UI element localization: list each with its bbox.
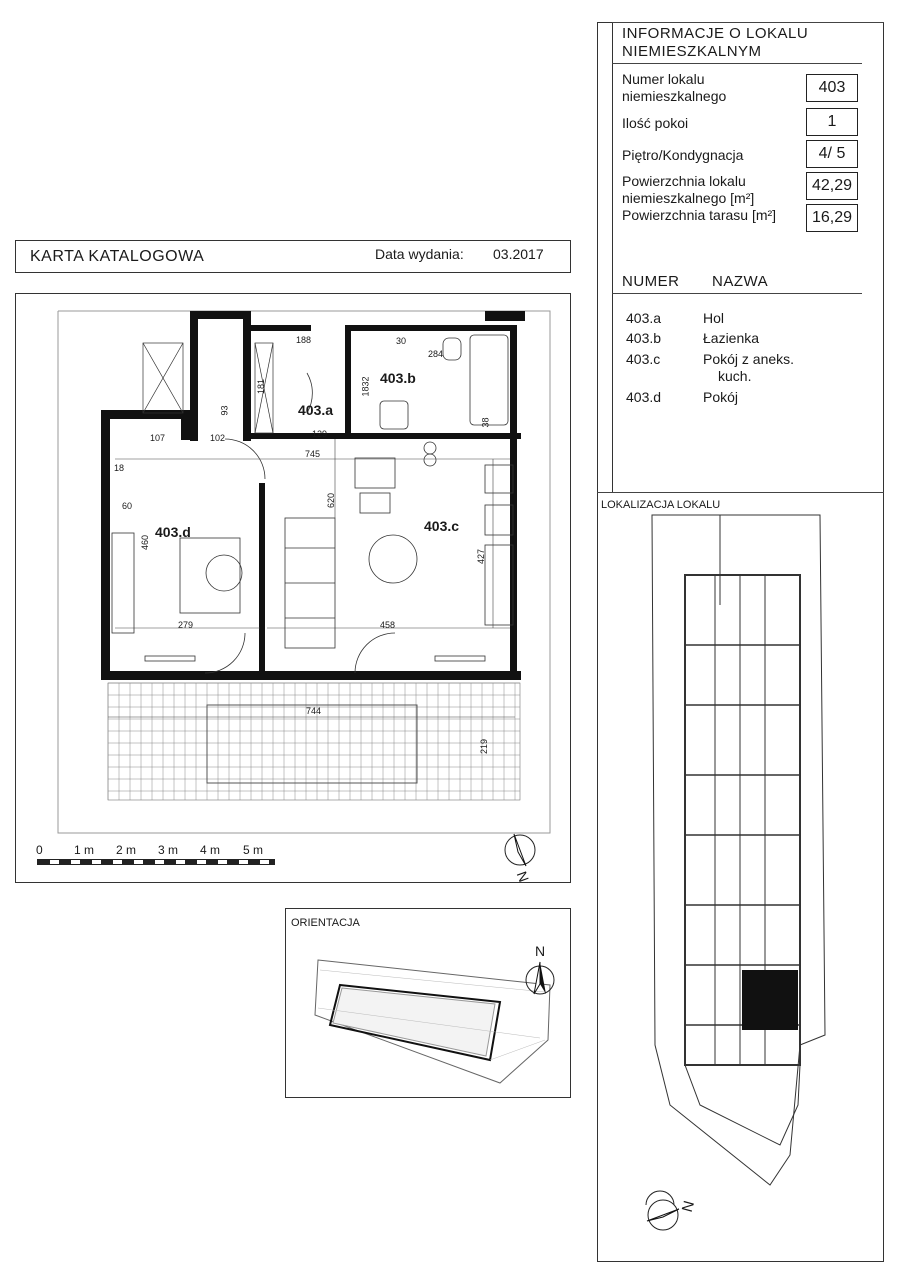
issue-date-value: 03.2017	[493, 246, 544, 262]
info-row-label: Powierzchnia lokalu	[622, 173, 746, 189]
dim-745: 745	[305, 449, 321, 459]
location-title: LOKALIZACJA LOKALU	[601, 499, 721, 511]
room-number: 403.d	[626, 389, 662, 405]
room-label-d: 403.d	[155, 524, 191, 540]
info-row-label: Ilość pokoi	[622, 115, 689, 131]
location-north-label: N	[678, 1199, 699, 1214]
rooms-table-divider	[612, 293, 862, 294]
card-title: KARTA KATALOGOWA	[30, 248, 205, 265]
col-number-header: NUMER	[622, 273, 680, 290]
scale-tick: 5 m	[243, 843, 264, 857]
area-value: 42,29	[806, 172, 858, 200]
floor-value: 4/ 5	[806, 140, 858, 168]
dim-18: 18	[114, 463, 125, 473]
info-row-label: niemieszkalnego [m²]	[622, 190, 755, 206]
dim-30: 30	[396, 336, 407, 346]
location-north-icon	[645, 1195, 705, 1235]
orientation-title: ORIENTACJA	[291, 917, 360, 929]
local-number-value: 403	[806, 74, 858, 102]
rooms-count-value: 1	[806, 108, 858, 136]
dim-460: 460	[140, 534, 151, 551]
scale-bar	[37, 859, 275, 865]
dim-744: 744	[306, 706, 322, 716]
room-number: 403.c	[626, 351, 661, 367]
scale-tick: 4 m	[200, 843, 221, 857]
orientation-north-label: N	[535, 943, 546, 959]
orientation-north-icon	[522, 958, 558, 998]
dim-181: 181	[256, 378, 267, 395]
dim-458: 458	[380, 620, 396, 630]
room-number: 403.b	[626, 330, 662, 346]
scale-tick: 3 m	[158, 843, 179, 857]
dim-188: 188	[296, 335, 312, 345]
info-title-divider	[612, 63, 862, 64]
scale-tick: 1 m	[74, 843, 95, 857]
room-label-a: 403.a	[298, 402, 334, 418]
room-label-c: 403.c	[424, 518, 460, 534]
dim-219: 219	[479, 738, 490, 755]
room-name: kuch.	[718, 368, 752, 384]
dim-102: 102	[210, 433, 226, 443]
dim-279: 279	[178, 620, 194, 630]
location-plan	[630, 505, 840, 1205]
room-name: Łazienka	[703, 330, 760, 346]
room-number: 403.a	[626, 310, 662, 326]
info-panel-inner-line	[612, 22, 613, 492]
dim-60: 60	[122, 501, 133, 511]
info-row-label: Numer lokalu	[622, 71, 705, 87]
room-name: Pokój z aneks.	[703, 351, 795, 367]
dim-427: 427	[476, 548, 487, 565]
dim-1832: 1832	[360, 376, 371, 397]
room-name: Pokój	[703, 389, 739, 405]
dim-107: 107	[150, 433, 166, 443]
dim-620: 620	[326, 492, 337, 509]
room-name: Hol	[703, 310, 725, 326]
dim-284: 284	[428, 349, 444, 359]
info-title-line2: NIEMIESZKALNYM	[622, 43, 762, 60]
info-row-label: Piętro/Kondygnacja	[622, 147, 744, 163]
scale-tick: 0	[36, 843, 43, 857]
floor-plan	[15, 293, 571, 883]
issue-date-label: Data wydania:	[375, 246, 464, 262]
dim-129: 129	[312, 429, 328, 439]
info-row-label: niemieszkalnego	[622, 88, 727, 104]
info-title-line1: INFORMACJE O LOKALU	[622, 25, 809, 42]
info-row-label: Powierzchnia tarasu [m²]	[622, 207, 777, 223]
terrace-area-value: 16,29	[806, 204, 858, 232]
dim-93: 93	[219, 405, 230, 416]
location-divider	[597, 492, 884, 493]
col-name-header: NAZWA	[712, 273, 769, 290]
info-panel-top-line	[612, 22, 884, 23]
plan-north-label: N	[513, 869, 532, 885]
scale-tick: 2 m	[116, 843, 137, 857]
dim-38: 38	[480, 417, 491, 428]
room-label-b: 403.b	[380, 370, 416, 386]
plan-north-icon	[500, 830, 540, 870]
